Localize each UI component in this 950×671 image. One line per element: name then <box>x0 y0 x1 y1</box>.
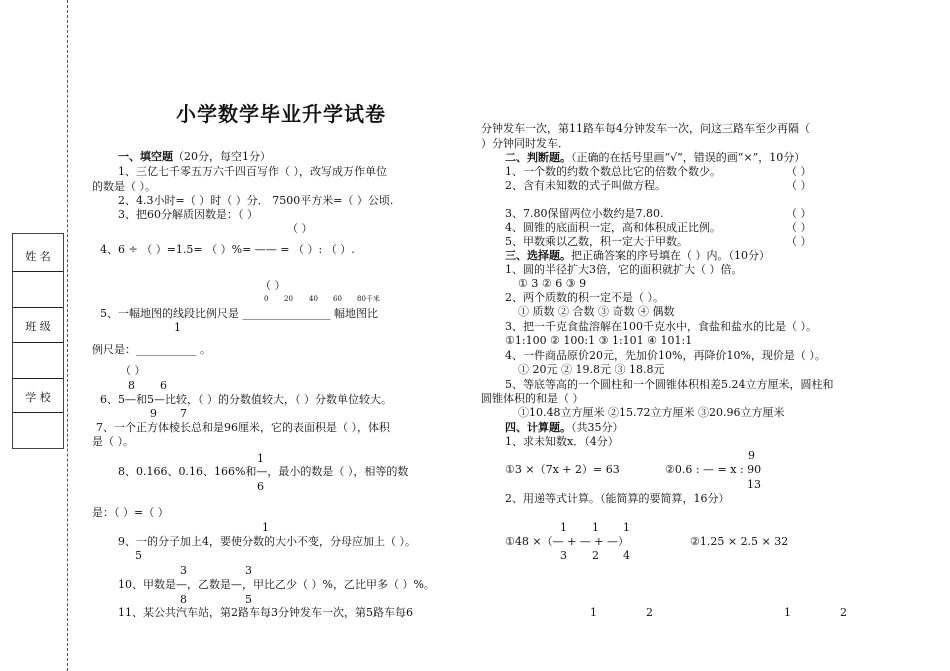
section-3-label: 三、选择题。 <box>505 249 571 262</box>
calc-1-eq-2: ②0.6 : — = x : 90 <box>665 463 762 476</box>
q2-text: 2、4.3小时=（ ）时（ ）分． 7500平方米=（ ）公顷. <box>118 194 394 207</box>
binding-dash-line <box>67 0 68 671</box>
section-2-heading <box>505 151 805 165</box>
q6-numerator-b: 6 <box>160 379 167 392</box>
q6-paren: （ ） <box>120 364 146 377</box>
q7-line-b: 是（ ）。 <box>92 435 134 448</box>
q8-numerator: 1 <box>257 452 264 465</box>
choice-5-options: ①10.48立方厘米 ②15.72立方厘米 ③20.96立方厘米 <box>518 406 785 419</box>
calc-2-denominator-c: 4 <box>623 549 630 562</box>
q11-line-c: ）分钟同时发车． <box>481 137 569 150</box>
exam-title: 小学数学毕业升学试卷 <box>176 102 386 126</box>
calc-2-numerator-c: 1 <box>623 521 630 534</box>
scale-tick-0: 0 <box>264 295 269 303</box>
q6-denominator-a: 9 <box>150 407 157 420</box>
judge-5: 5、甲数乘以乙数，积一定大于甲数。 <box>505 235 688 248</box>
calc-1-numerator: 9 <box>748 449 755 462</box>
choice-5-line-a: 5、等底等高的一个圆柱和一个圆锥体积相差5.24立方厘米，圆柱和 <box>505 378 834 391</box>
section-3-desc: 把正确答案的序号填在（ ）内。（10分） <box>571 249 770 262</box>
q6-text: 6、5—和5—比较，（ ）的分数值较大，（ ）分数单位较大。 <box>100 393 392 406</box>
q1-line-a: 1、三亿七千零五万六千四百写作（ ），改写成万作单位 <box>118 165 387 178</box>
q5-line-b: 例尺是：___________ 。 <box>92 343 211 356</box>
judge-5-paren: （ ） <box>786 235 812 248</box>
judge-2-paren: （ ） <box>786 179 812 192</box>
q8-denominator: 6 <box>257 480 264 493</box>
calc-2-eq-1: ①48 ×（— + — + —） <box>505 535 629 548</box>
choice-2: 2、两个质数的积一定不是（ ）。 <box>505 291 664 304</box>
judge-4: 4、圆锥的底面积一定，高和体积成正比例。 <box>505 221 721 234</box>
judge-3-paren: （ ） <box>786 207 812 220</box>
q9-numerator: 1 <box>262 521 269 534</box>
class-label: 班 级 <box>25 320 51 333</box>
q9-denominator: 5 <box>135 549 142 562</box>
q9-text: 9、一的分子加上4，要使分数的大小不变，分母应加上（ ）。 <box>118 535 416 548</box>
choice-4-options: ① 20元 ② 19.8元 ③ 18.8元 <box>518 363 665 376</box>
q4-numerator-paren: （ ） <box>287 222 313 235</box>
section-4-heading <box>505 421 624 435</box>
q8-line-b: 是：（ ）=（ ） <box>92 506 169 519</box>
choice-1-options: ① 3 ② 6 ③ 9 <box>518 277 587 290</box>
bottom-number-c: 1 <box>784 606 791 619</box>
judge-2: 2、含有未知数的式子叫做方程。 <box>505 179 666 192</box>
scale-tick-60: 60 <box>333 295 342 303</box>
choice-2-options: ① 质数 ② 合数 ③ 奇数 ④ 偶数 <box>518 305 675 318</box>
q1-line-b: 的数是（ ）。 <box>92 180 156 193</box>
scale-tick-40: 40 <box>309 295 318 303</box>
q11-line-a: 11、某公共汽车站，第2路车每3分钟发车一次，第5路车每6 <box>118 606 413 619</box>
section-1-score: （20分，每空1分） <box>173 150 271 163</box>
section-4-label: 四、计算题。 <box>505 421 571 434</box>
section-2-label: 二、判断题。 <box>505 151 571 164</box>
calc-2-denominator-b: 2 <box>592 549 599 562</box>
calc-2-numerator-a: 1 <box>560 521 567 534</box>
section-3-heading <box>505 249 770 263</box>
bottom-number-b: 2 <box>646 606 653 619</box>
student-info-box <box>12 233 64 449</box>
judge-4-paren: （ ） <box>786 221 812 234</box>
q7-line-a: 7、一个正方体棱长总和是96厘米，它的表面积是（ ），体积 <box>96 421 390 434</box>
bottom-number-d: 2 <box>840 606 847 619</box>
calc-1-denominator: 13 <box>747 478 761 491</box>
q10-numerator-a: 3 <box>180 564 187 577</box>
choice-3-options: ①1:100 ② 100:1 ③ 1:101 ④ 101:1 <box>505 334 693 347</box>
q10-text: 10、甲数是—，乙数是—，甲比乙少（ ）%，乙比甲多（ ）%。 <box>118 578 435 591</box>
section-4-desc: （共35分） <box>571 421 624 434</box>
q4-text: 4、6 ÷ （ ）=1.5= （ ）%= —— = （ ）: （ ）. <box>100 243 355 256</box>
q10-denominator-b: 5 <box>245 593 252 606</box>
calc-2-denominator-a: 3 <box>560 549 567 562</box>
calc-2-numerator-b: 1 <box>592 521 599 534</box>
bottom-number-a: 1 <box>590 606 597 619</box>
calc-1: 1、求未知数x．（4分） <box>505 435 619 448</box>
choice-4: 4、一件商品原价20元，先加价10%，再降价10%，现价是（ ）。 <box>505 349 826 362</box>
section-2-desc: （正确的在括号里画“√”，错误的画“×”，10分） <box>571 151 806 164</box>
q5-numerator: 1 <box>174 321 181 334</box>
judge-1-paren: （ ） <box>786 165 812 178</box>
name-label: 姓 名 <box>25 250 51 263</box>
calc-1-eq-1: ①3 ×（7x + 2）= 63 <box>505 463 620 476</box>
q10-denominator-a: 8 <box>180 593 187 606</box>
q3-text: 3、把60分解质因数是：（ ） <box>118 208 258 221</box>
calc-2-eq-2: ②1.25 × 2.5 × 32 <box>690 535 789 548</box>
section-1-heading <box>118 150 271 164</box>
q5-line-a: 5、一幅地图的线段比例尺是 ________________ 幅地图比 <box>100 307 378 320</box>
scale-tick-80: 80千米 <box>357 295 380 303</box>
choice-1: 1、圆的半径扩大3倍，它的面积就扩大（ ）倍。 <box>505 263 743 276</box>
q11-line-b: 分钟发车一次，第11路车每4分钟发车一次，问这三路车至少再隔（ <box>481 122 810 135</box>
q8-text: 8、0.166、0.16、166%和—，最小的数是（ ），相等的数 <box>118 465 409 478</box>
judge-1: 1、一个数的约数个数总比它的倍数个数少。 <box>505 165 721 178</box>
section-1-label: 一、填空题 <box>118 150 173 163</box>
choice-5-line-b: 圆锥体积的和是（ ） <box>481 392 584 405</box>
q5-paren: （ ） <box>260 279 286 292</box>
calc-2: 2、用递等式计算。（能简算的要简算，16分） <box>505 492 730 505</box>
scale-tick-20: 20 <box>284 295 293 303</box>
q6-denominator-b: 7 <box>180 407 187 420</box>
school-label: 学 校 <box>25 391 51 404</box>
judge-3: 3、7.80保留两位小数约是7.80. <box>505 207 664 220</box>
q10-numerator-b: 3 <box>245 564 252 577</box>
q6-numerator-a: 8 <box>128 379 135 392</box>
choice-3: 3、把一千克食盐溶解在100千克水中，食盐和盐水的比是（ ）。 <box>505 320 817 333</box>
